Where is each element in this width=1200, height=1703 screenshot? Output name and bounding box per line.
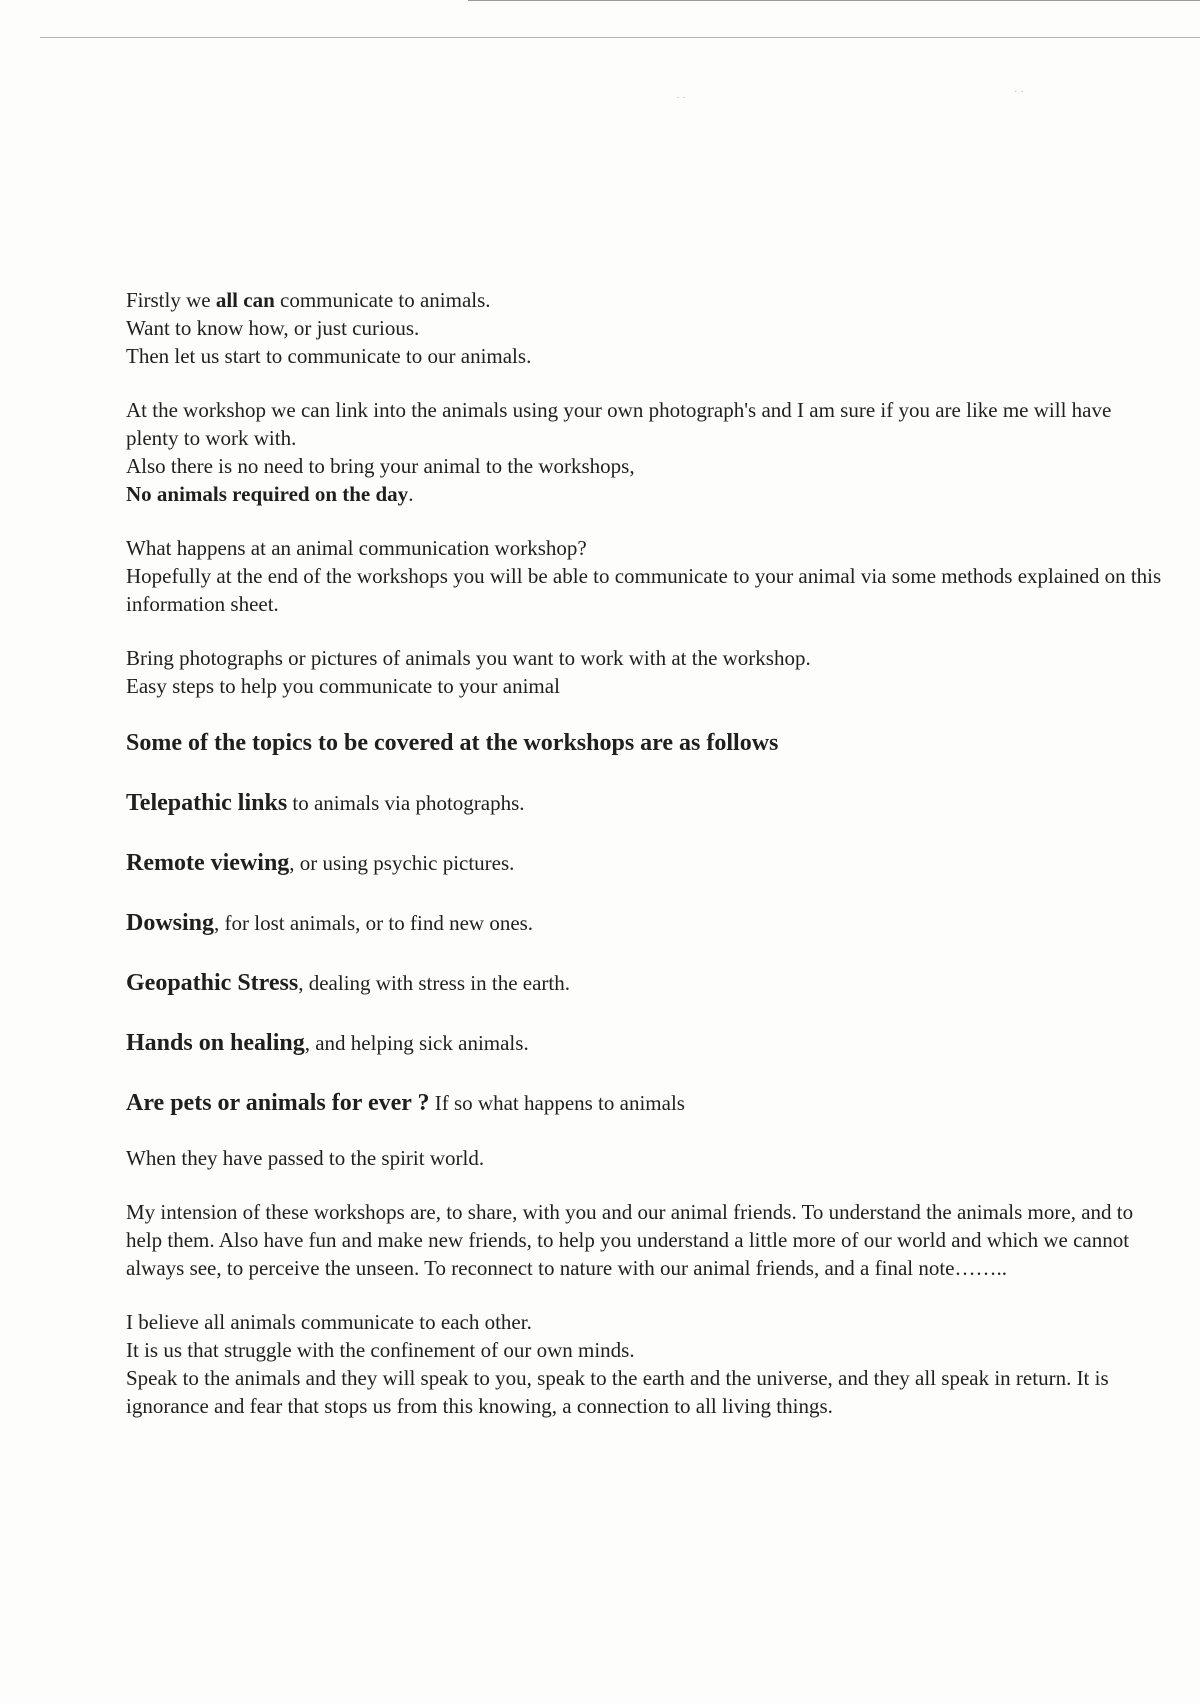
topic-hands-on-healing: Hands on healing, and helping sick animals. — [126, 1030, 529, 1056]
workshop-paragraph: At the workshop we can link into the animals using your own photograph's and I am sure if you are like me will have plenty to work with. — [126, 398, 1112, 450]
intention-paragraph: My intension of these workshops are, to share, with you and our animal friends. To understand the animals more, and to help them. Also have fun and make new friends, to help you understand a little more of our world and which we cannot always see, to perceive the unseen. To reconnect to nature with our animal friends, and a final note…….. — [126, 1200, 1134, 1280]
spirit-world-line: When they have passed to the spirit world. — [126, 1146, 485, 1170]
closing-line-1: I believe all animals communicate to each other. — [126, 1310, 532, 1334]
no-animals-line: No animals required on the day. — [126, 482, 414, 506]
bring-line: Bring photographs or pictures of animals you want to work with at the workshop. — [126, 646, 811, 670]
intro-line-2: Want to know how, or just curious. — [126, 316, 420, 340]
scan-speck: · · — [1014, 86, 1025, 98]
info-sheet — [126, 286, 1166, 1420]
closing-line-2: It is us that struggle with the confinement of our own minds. — [126, 1338, 635, 1362]
topic-remote-viewing: Remote viewing, or using psychic pictures. — [126, 850, 515, 876]
header-rule — [40, 37, 1200, 38]
scan-speck: · · — [676, 92, 687, 104]
topic-telepathic-links: Telepathic links to animals via photographs. — [126, 790, 525, 816]
no-need-line: Also there is no need to bring your animal to the workshops, — [126, 454, 635, 478]
intro-line-3: Then let us start to communicate to our animals. — [126, 344, 532, 368]
topic-dowsing: Dowsing, for lost animals, or to find new ones. — [126, 910, 534, 936]
topics-heading: Some of the topics to be covered at the workshops are as follows — [126, 730, 779, 756]
closing-paragraph: Speak to the animals and they will speak to you, speak to the earth and the universe, and they all speak in return. It is ignorance and fear that stops us from this knowing, a connection to all living things. — [126, 1366, 1109, 1418]
intro-line-1: Firstly we all can communicate to animals. — [126, 288, 491, 312]
what-happens-answer: Hopefully at the end of the workshops you will be able to communicate to your animal via some methods explained on this information sheet. — [126, 564, 1162, 616]
what-happens-question: What happens at an animal communication workshop? — [126, 536, 587, 560]
topic-pets-for-ever: Are pets or animals for ever ? If so what happens to animals — [126, 1090, 685, 1116]
top-rule — [468, 0, 1200, 1]
topic-geopathic-stress: Geopathic Stress, dealing with stress in the earth. — [126, 970, 570, 996]
easy-steps-line: Easy steps to help you communicate to your animal — [126, 674, 560, 698]
